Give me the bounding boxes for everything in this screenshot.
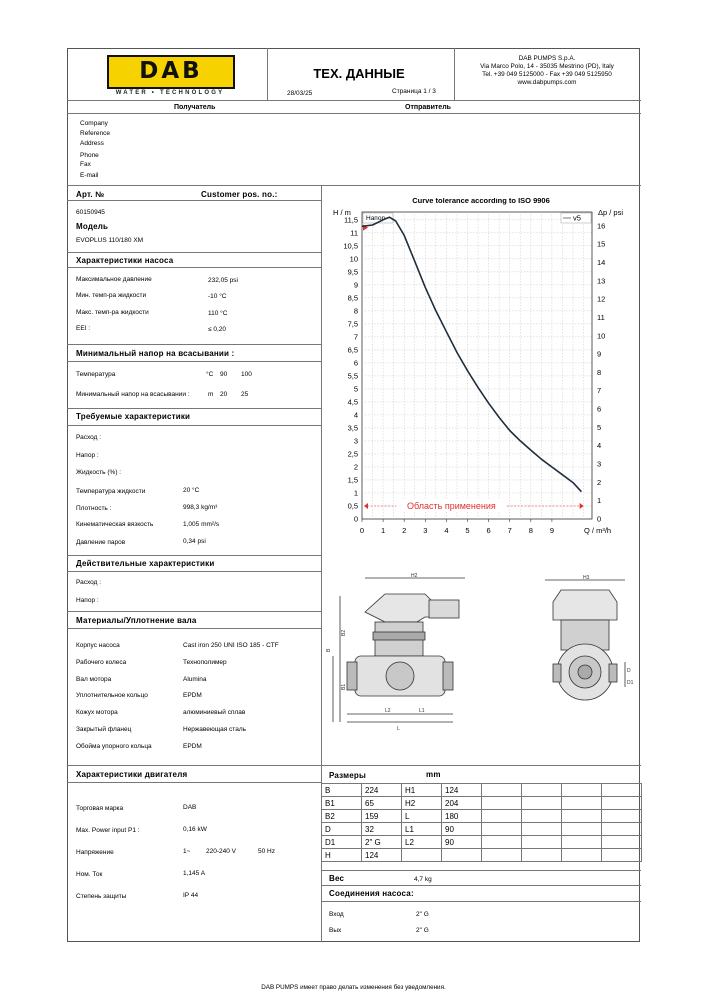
address-line: DAB PUMPS S.p.A. — [518, 55, 576, 62]
dimension-key: D — [322, 823, 362, 836]
dimension-empty-cell — [482, 784, 522, 797]
dimension-empty-cell — [562, 836, 602, 849]
dimension-empty-cell — [482, 823, 522, 836]
page-number: Страница 1 / 3 — [392, 88, 436, 95]
frequency-value: 50 Hz — [258, 848, 275, 855]
viscosity-value: 1,005 mm²/s — [183, 521, 220, 528]
field-fax: Fax — [80, 161, 91, 168]
suction-temp-value: 90 — [220, 371, 228, 378]
weight-label: Вес — [329, 874, 345, 883]
dab-logo — [107, 55, 235, 89]
brand-label: Торговая марка — [76, 805, 124, 812]
dimension-empty-cell — [602, 784, 642, 797]
dimension-row — [322, 784, 642, 797]
dimension-value: 124 — [362, 849, 402, 862]
footer-note: DAB PUMPS имеет право делать изменения без уведомления. — [261, 984, 446, 991]
dimension-empty-cell — [522, 784, 562, 797]
liquid-temp-value: 20 °C — [183, 487, 200, 494]
material-label: Корпус насоса — [76, 642, 120, 649]
dimension-key: H2 — [402, 797, 442, 810]
pump-char-title: Характеристики насоса — [76, 256, 174, 265]
material-label: Обойма упорного кольца — [76, 743, 152, 750]
material-label: Кожух мотора — [76, 709, 118, 716]
suction-title: Минимальный напор на всасывании : — [76, 349, 235, 358]
eei-value: ≤ 0,20 — [208, 326, 227, 333]
y-tick-label: 6,5 — [347, 345, 358, 355]
flow-label: Расход : — [76, 434, 102, 441]
divider — [67, 200, 321, 201]
divider — [67, 100, 641, 101]
y-right-tick-label: 11 — [597, 312, 605, 322]
required-title: Требуемые характеристики — [76, 412, 191, 421]
y-right-tick-label: 2 — [597, 477, 602, 487]
chart-title: Curve tolerance according to ISO 9906 — [412, 198, 550, 205]
dimension-value: 32 — [362, 823, 402, 836]
connections-title: Соединения насоса: — [329, 889, 414, 898]
phase-value: 1~ — [183, 848, 191, 855]
power-value: 0,16 kW — [183, 826, 207, 833]
dimension-empty-cell — [562, 797, 602, 810]
density-label: Плотность : — [76, 505, 112, 512]
label-d1: D1 — [627, 680, 634, 686]
y-right-tick-label: 14 — [597, 257, 606, 267]
min-temp-value: -10 °C — [208, 293, 227, 300]
material-label: Вал мотора — [76, 676, 112, 683]
y-tick-label: 5,5 — [347, 371, 358, 381]
dimension-key: B1 — [322, 797, 362, 810]
material-value: Alumina — [183, 676, 207, 683]
dimension-key: D1 — [322, 836, 362, 849]
density-value: 998,3 kg/m³ — [183, 504, 218, 511]
viscosity-label: Кинематическая вязкость — [76, 521, 154, 528]
label-l1: L1 — [419, 708, 425, 714]
field-phone: Phone — [80, 152, 99, 159]
dimension-key: B2 — [322, 810, 362, 823]
y-right-tick-label: 0 — [597, 514, 602, 524]
x-tick-label: 7 — [507, 526, 512, 535]
y-right-tick-label: 5 — [597, 422, 602, 432]
power-label: Max. Power input P1 : — [76, 827, 140, 834]
suction-head-unit: m — [208, 391, 214, 398]
address-line: Tel. +39 049 5125000 - Fax +39 049 5125950 — [482, 71, 612, 78]
dimensions-unit: mm — [426, 770, 441, 779]
dimension-key: L1 — [402, 823, 442, 836]
field-email: E-mail — [80, 172, 99, 179]
liquid-label: Жидкость (%) : — [76, 469, 122, 476]
max-pressure-label: Максимальное давление — [76, 276, 152, 283]
divider — [67, 344, 321, 345]
address-line: Via Marco Polo, 14 - 35035 Mestrino (PD), Italy — [480, 63, 614, 70]
x-tick-label: 4 — [444, 526, 449, 535]
y-right-tick-label: 10 — [597, 331, 606, 341]
y-right-axis-label: Δp / psi — [598, 208, 624, 217]
y-tick-label: 1,5 — [347, 475, 358, 485]
material-value: EPDM — [183, 692, 202, 699]
dimension-key — [402, 849, 442, 862]
divider — [67, 361, 321, 362]
party-fields — [80, 118, 110, 181]
eei-label: EEI : — [76, 325, 91, 332]
dimension-value: 2" G — [362, 836, 402, 849]
logo-text: DAB — [139, 58, 203, 84]
document-date: 28/03/25 — [287, 90, 313, 97]
y-tick-label: 10 — [349, 254, 358, 264]
y-tick-label: 1 — [353, 488, 358, 498]
current-label: Ном. Ток — [76, 871, 103, 878]
current-value: 1,145 A — [183, 870, 206, 877]
y-right-tick-label: 1 — [597, 496, 602, 506]
legend-label: v5 — [573, 213, 581, 223]
actual-head-label: Напор : — [76, 597, 99, 604]
y-tick-label: 7 — [353, 332, 358, 342]
divider — [67, 267, 321, 268]
outlet-label: Вых — [329, 927, 342, 934]
y-right-tick-label: 8 — [597, 367, 602, 377]
x-tick-label: 8 — [528, 526, 533, 535]
x-tick-label: 1 — [381, 526, 386, 535]
suction-temp-unit: °C — [206, 371, 214, 378]
actual-title: Действительные характеристики — [76, 559, 215, 568]
y-tick-label: 11,5 — [343, 215, 358, 225]
material-label: Закрытый фланец — [76, 726, 132, 733]
company-address — [462, 55, 632, 87]
dimension-empty-cell — [482, 836, 522, 849]
inlet-value: 2" G — [416, 911, 429, 918]
max-pressure-value: 232,05 psi — [208, 277, 238, 284]
dimension-row — [322, 797, 642, 810]
motor-title: Характеристики двигателя — [76, 770, 188, 779]
divider — [67, 408, 321, 409]
pump-curve-chart — [325, 198, 637, 543]
y-tick-label: 4 — [353, 410, 358, 420]
dimension-empty-cell — [602, 849, 642, 862]
divider — [67, 782, 321, 783]
document-title: ТЕХ. ДАННЫЕ — [313, 66, 405, 81]
y-tick-label: 0,5 — [347, 501, 358, 511]
dimension-empty-cell — [522, 810, 562, 823]
y-tick-label: 2 — [353, 462, 358, 472]
brand-value: DAB — [183, 804, 197, 811]
sender-label: Отправитель — [405, 104, 451, 111]
pump-drawing — [325, 572, 637, 742]
address-line: www.dabpumps.com — [517, 79, 577, 86]
material-value: алюминиевый сплав — [183, 709, 246, 716]
y-tick-label: 6 — [353, 358, 358, 368]
y-tick-label: 10,5 — [343, 241, 358, 251]
y-right-tick-label: 7 — [597, 386, 602, 396]
y-tick-label: 9 — [353, 280, 358, 290]
divider — [67, 425, 321, 426]
label-h2: H2 — [411, 573, 418, 579]
y-right-tick-label: 15 — [597, 239, 606, 249]
dimension-empty-cell — [522, 836, 562, 849]
protection-value: IP 44 — [183, 892, 199, 899]
voltage-value: 220-240 V — [206, 848, 236, 855]
x-tick-label: 9 — [549, 526, 554, 535]
column-divider — [321, 185, 322, 765]
y-right-tick-label: 4 — [597, 441, 602, 451]
y-right-tick-label: 9 — [597, 349, 602, 359]
dimension-empty-cell — [562, 784, 602, 797]
label-b: B — [326, 648, 332, 652]
divider — [67, 611, 321, 612]
dimension-value: 180 — [442, 810, 482, 823]
y-tick-label: 5 — [353, 384, 358, 394]
y-right-tick-label: 13 — [597, 276, 606, 286]
x-tick-label: 2 — [402, 526, 407, 535]
dimension-row — [322, 810, 642, 823]
voltage-label: Напряжение — [76, 849, 114, 856]
receiver-label: Получатель — [174, 104, 216, 111]
y-tick-label: 2,5 — [347, 449, 358, 459]
series-label: Напор — [366, 215, 386, 222]
label-h3: H3 — [583, 575, 590, 581]
min-temp-label: Мин. темп-ра жидкости — [76, 292, 147, 299]
material-value: Нержавеющая сталь — [183, 726, 246, 733]
materials-title: Материалы/Уплотнение вала — [76, 616, 197, 625]
dimension-key: L2 — [402, 836, 442, 849]
art-number: 60150945 — [76, 209, 105, 216]
dimension-empty-cell — [562, 810, 602, 823]
dimension-empty-cell — [482, 797, 522, 810]
field-company: Company — [80, 120, 108, 127]
max-temp-value: 110 °C — [208, 310, 228, 317]
y-right-tick-label: 3 — [597, 459, 602, 469]
dimension-empty-cell — [522, 849, 562, 862]
divider — [454, 48, 455, 100]
x-tick-label: 6 — [486, 526, 491, 535]
y-tick-label: 9,5 — [347, 267, 358, 277]
label-b2: B2 — [341, 629, 347, 636]
dimension-key: L — [402, 810, 442, 823]
divider — [67, 113, 641, 114]
inlet-label: Вход — [329, 911, 344, 918]
suction-temp-label: Температура — [76, 371, 116, 378]
plot-area — [362, 212, 592, 519]
material-label: Уплотнительное кольцо — [76, 692, 148, 699]
suction-temp-value: 100 — [241, 371, 252, 378]
outlet-value: 2" G — [416, 927, 429, 934]
label-b1: B1 — [341, 683, 347, 690]
y-tick-label: 4,5 — [347, 397, 358, 407]
y-tick-label: 8 — [353, 306, 358, 316]
dimension-value: 65 — [362, 797, 402, 810]
dimension-value: 224 — [362, 784, 402, 797]
logo-subtitle: WATER • TECHNOLOGY — [115, 90, 225, 96]
dimension-key: H1 — [402, 784, 442, 797]
dimension-value: 124 — [442, 784, 482, 797]
dimension-empty-cell — [562, 849, 602, 862]
divider — [321, 885, 641, 886]
material-value: Cast iron 250 UNI ISO 185 - CTF — [183, 642, 279, 649]
model-value: EVOPLUS 110/180 XM — [76, 237, 144, 244]
x-axis-label: Q / m³/h — [584, 526, 612, 535]
dimension-value: 159 — [362, 810, 402, 823]
y-tick-label: 3,5 — [347, 423, 358, 433]
y-tick-label: 11 — [350, 228, 358, 238]
dimension-empty-cell — [522, 823, 562, 836]
vapor-pressure-value: 0,34 psi — [183, 538, 206, 545]
liquid-temp-label: Температура жидкости — [76, 488, 146, 495]
divider — [321, 901, 641, 902]
dimension-empty-cell — [482, 810, 522, 823]
divider — [67, 571, 321, 572]
dimension-empty-cell — [522, 797, 562, 810]
protection-label: Степень защиты — [76, 893, 127, 900]
y-tick-label: 3 — [353, 436, 358, 446]
vapor-pressure-label: Давление паров — [76, 539, 126, 546]
dimension-empty-cell — [482, 849, 522, 862]
material-value: EPDM — [183, 743, 202, 750]
field-address: Address — [80, 140, 104, 147]
material-value: Технополимер — [183, 659, 227, 666]
label-d: D — [627, 668, 631, 674]
application-range-label: Область применения — [407, 500, 496, 511]
actual-flow-label: Расход : — [76, 579, 102, 586]
y-tick-label: 0 — [353, 514, 358, 524]
head-label: Напор : — [76, 452, 99, 459]
y-right-tick-label: 12 — [597, 294, 606, 304]
divider — [67, 555, 321, 556]
x-tick-label: 5 — [465, 526, 470, 535]
model-label: Модель — [76, 222, 109, 231]
weight-value: 4,7 kg — [414, 876, 432, 883]
divider — [67, 185, 641, 186]
suction-head-label: Минимальный напор на всасывании : — [76, 391, 190, 398]
dimension-empty-cell — [602, 823, 642, 836]
dimension-value: 90 — [442, 836, 482, 849]
dimension-key: B — [322, 784, 362, 797]
max-temp-label: Макс. темп-ра жидкости — [76, 309, 149, 316]
label-l: L — [397, 726, 400, 732]
x-tick-label: 0 — [359, 526, 365, 535]
suction-head-value: 25 — [241, 391, 249, 398]
y-right-tick-label: 16 — [597, 221, 606, 231]
divider — [67, 628, 321, 629]
dimension-empty-cell — [602, 797, 642, 810]
dimension-empty-cell — [602, 836, 642, 849]
dimension-row — [322, 849, 642, 862]
dimension-value — [442, 849, 482, 862]
y-tick-label: 8,5 — [347, 293, 358, 303]
field-reference: Reference — [80, 130, 110, 137]
dimension-value: 204 — [442, 797, 482, 810]
x-tick-label: 3 — [423, 526, 428, 535]
dimensions-table — [321, 783, 642, 862]
dimension-key: H — [322, 849, 362, 862]
dimension-empty-cell — [562, 823, 602, 836]
chart-svg — [325, 198, 637, 543]
dimension-row — [322, 823, 642, 836]
y-axis-label: H / m — [333, 208, 351, 217]
divider — [67, 252, 321, 253]
y-right-tick-label: 6 — [597, 404, 602, 414]
material-label: Рабочего колеса — [76, 659, 127, 666]
dimension-empty-cell — [602, 810, 642, 823]
divider — [67, 765, 641, 766]
customer-pos-label: Customer pos. no.: — [201, 190, 278, 199]
art-label: Арт. № — [76, 190, 105, 199]
divider — [321, 870, 641, 871]
label-l2: L2 — [385, 708, 391, 714]
y-tick-label: 7,5 — [347, 319, 358, 329]
suction-head-value: 20 — [220, 391, 228, 398]
dimension-row — [322, 836, 642, 849]
dimensions-title: Размеры — [329, 771, 367, 780]
dimension-value: 90 — [442, 823, 482, 836]
